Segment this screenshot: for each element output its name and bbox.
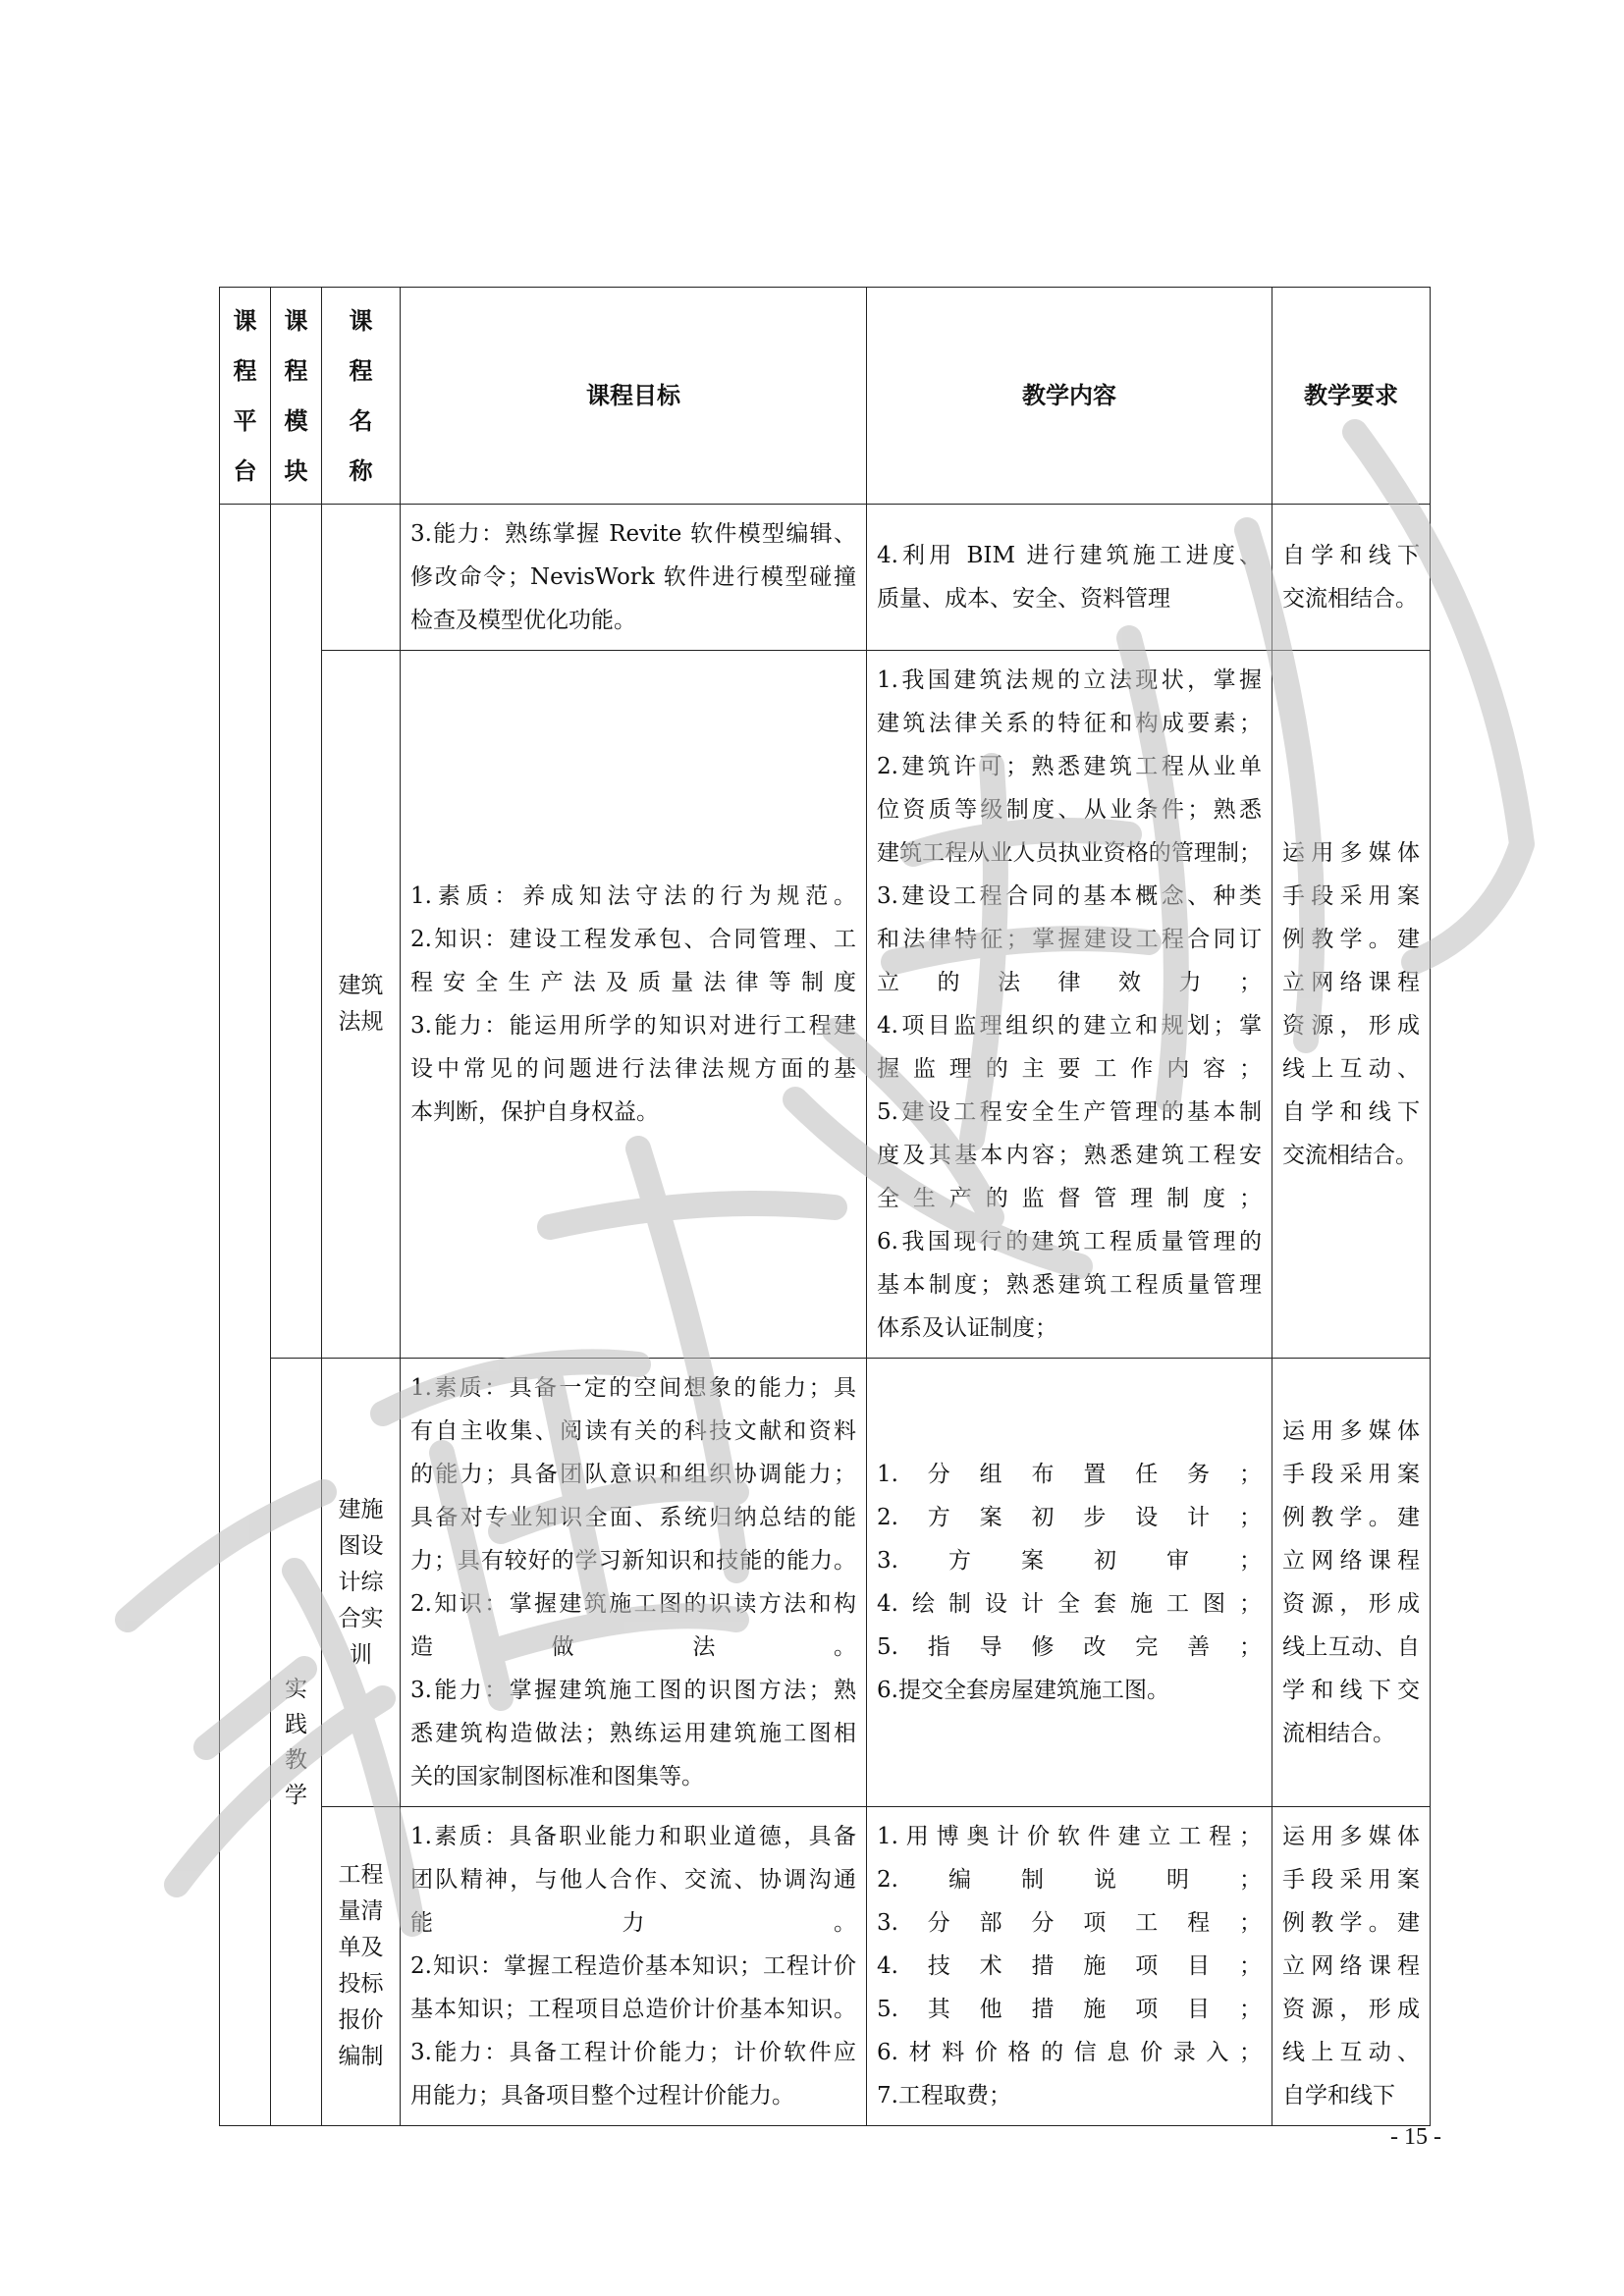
cell-text-line: 5.指导修改完善； xyxy=(877,1634,1262,1660)
vertical-text-segment: 平 xyxy=(233,406,257,435)
vertical-text-segment: 块 xyxy=(284,456,308,485)
vertical-text-segment: 课 xyxy=(349,306,373,335)
cell-text-line: 立网络课程 xyxy=(1282,1953,1420,1979)
vertical-text-segment: 建筑 xyxy=(338,973,384,998)
cell-text-line: 资源，形成 xyxy=(1282,1013,1420,1039)
cell-text-line: 自学和线下 xyxy=(1282,2083,1395,2109)
cell-text-line: 手段采用案 xyxy=(1282,1462,1420,1487)
vertical-text-segment: 践 xyxy=(285,1711,307,1737)
cell-text-line: 基本制度；熟悉建筑工程质量管理 xyxy=(877,1272,1262,1298)
cell-text-line: 基本知识；工程项目总造价计价基本知识。 xyxy=(410,1997,856,2022)
cell-text-line: 手段采用案 xyxy=(1282,1867,1420,1893)
requirement-cell xyxy=(1272,1359,1431,1807)
header-requirement: 教学要求 xyxy=(1272,288,1431,505)
vertical-text-segment: 实 xyxy=(285,1676,307,1702)
cell-text-line: 2.编制说明； xyxy=(877,1867,1262,1893)
header-content: 教学内容 xyxy=(867,288,1272,505)
vertical-text-segment: 程 xyxy=(233,356,257,385)
cell-text-line: 的能力；具备团队意识和组织协调能力； xyxy=(410,1462,856,1487)
cell-text-line: 例教学。建 xyxy=(1282,1505,1420,1530)
header-name-chars xyxy=(332,295,390,496)
cell-text-line: 建筑法律关系的特征和构成要素； xyxy=(877,711,1262,736)
cell-text-line: 具备对专业知识全面、系统归纳总结的能 xyxy=(410,1505,856,1530)
cell-text-line: 立网络课程 xyxy=(1282,970,1420,995)
cell-text-line: 线上互动、自 xyxy=(1282,1634,1420,1660)
course-table xyxy=(219,287,1431,2126)
cell-text-line: 6.提交全套房屋建筑施工图。 xyxy=(877,1678,1169,1703)
cell-text-line: 1.素质：具备一定的空间想象的能力；具 xyxy=(410,1375,856,1401)
cell-text-line: 3.能力：掌握建筑施工图的识图方法；熟 xyxy=(410,1678,856,1703)
cell-text-line: 运用多媒体 xyxy=(1282,1824,1420,1849)
table-row xyxy=(220,1807,1431,2126)
course-name-cell xyxy=(322,1359,401,1807)
goal-cell xyxy=(401,1359,867,1807)
cell-text-line: 用能力；具备项目整个过程计价能力。 xyxy=(410,2083,794,2109)
cell-text-line: 设中常见的问题进行法律法规方面的基 xyxy=(410,1056,856,1082)
requirement-cell xyxy=(1272,651,1431,1359)
course-name-cell xyxy=(322,505,401,651)
vertical-text-segment: 建施 xyxy=(338,1496,384,1522)
cell-text-line: 流相结合。 xyxy=(1282,1721,1395,1746)
cell-text-line: 和法律特征；掌握建设工程合同订 xyxy=(877,927,1262,952)
cell-text-line: 体系及认证制度； xyxy=(877,1315,1057,1341)
vertical-text-segment: 合实 xyxy=(338,1605,384,1631)
cell-text-line: 交流相结合。 xyxy=(1282,1143,1418,1168)
cell-text-line: 程安全生产法及质量法律等制度 xyxy=(410,970,856,995)
cell-text-line: 1.素质：具备职业能力和职业道德，具备 xyxy=(410,1824,856,1849)
cell-text-line: 力；具有较好的学习新知识和技能的能力。 xyxy=(410,1548,856,1574)
cell-text-line: 4.项目监理组织的建立和规划；掌 xyxy=(877,1013,1262,1039)
vertical-text-segment: 名 xyxy=(349,406,373,435)
cell-text-line: 5.建设工程安全生产管理的基本制 xyxy=(877,1099,1262,1125)
vertical-text-segment: 程 xyxy=(284,356,308,385)
goal-cell xyxy=(401,651,867,1359)
cell-text-line: 1.分组布置任务； xyxy=(877,1462,1262,1487)
cell-text-line: 3.能力：熟练掌握 Revite 软件模型编辑、 xyxy=(410,521,856,547)
cell-text-line: 有自主收集、阅读有关的科技文献和资料 xyxy=(410,1418,856,1444)
vertical-text-segment: 学 xyxy=(285,1782,307,1808)
cell-text-line: 6.材料价格的信息价录入； xyxy=(877,2040,1262,2065)
cell-text-line: 6.我国现行的建筑工程质量管理的 xyxy=(877,1229,1262,1255)
cell-text-line: 1.用博奥计价软件建立工程； xyxy=(877,1824,1262,1849)
vertical-text-segment: 图设 xyxy=(338,1532,384,1559)
vertical-text-segment: 教 xyxy=(285,1746,307,1773)
vertical-text-segment: 工程 xyxy=(338,1862,384,1888)
cell-text-line: 建筑工程从业人员执业资格的管理制； xyxy=(877,840,1262,866)
cell-text-line: 能力。 xyxy=(410,1910,856,1936)
cell-text-line: 位资质等级制度、从业条件；熟悉 xyxy=(877,797,1262,823)
vertical-text-segment: 台 xyxy=(233,456,257,485)
cell-text-line: 修改命令；NevisWork 软件进行模型碰撞 xyxy=(410,564,856,590)
cell-text-line: 运用多媒体 xyxy=(1282,1418,1420,1444)
table-row xyxy=(220,651,1431,1359)
cell-text-line: 4.绘制设计全套施工图； xyxy=(877,1591,1262,1617)
content-cell xyxy=(867,651,1272,1359)
course-name-cell xyxy=(322,1807,401,2126)
cell-text-line: 学和线下交 xyxy=(1282,1678,1420,1703)
cell-text-line: 2.方案初步设计； xyxy=(877,1505,1262,1530)
vertical-text-segment: 法规 xyxy=(338,1009,384,1035)
cell-text-line: 立网络课程 xyxy=(1282,1548,1420,1574)
cell-text-line: 2.知识：建设工程发承包、合同管理、工 xyxy=(410,927,856,952)
cell-text-line: 3.方案初审； xyxy=(877,1548,1262,1574)
content-cell xyxy=(867,1807,1272,2126)
table-row xyxy=(220,505,1431,651)
vertical-text-segment: 投标 xyxy=(338,1971,384,1997)
table-header-row xyxy=(220,288,1431,505)
vertical-text-segment: 报价 xyxy=(338,2007,384,2033)
header-goal: 课程目标 xyxy=(401,288,867,505)
vertical-text-segment: 模 xyxy=(284,406,308,435)
cell-text-line: 握监理的主要工作内容； xyxy=(877,1056,1262,1082)
vertical-text-segment: 量清 xyxy=(338,1898,384,1924)
cell-text-line: 3.能力：具备工程计价能力；计价软件应 xyxy=(410,2040,856,2065)
cell-text-line: 手段采用案 xyxy=(1282,883,1420,909)
cell-text-line: 2.建筑许可；熟悉建筑工程从业单 xyxy=(877,754,1262,779)
content-cell xyxy=(867,505,1272,651)
goal-cell xyxy=(401,505,867,651)
cell-text-line: 例教学。建 xyxy=(1282,927,1420,952)
cell-text-line: 交流相结合。 xyxy=(1282,586,1418,612)
vertical-text-segment: 称 xyxy=(349,456,373,485)
cell-text-line: 本判断，保护自身权益。 xyxy=(410,1099,659,1125)
header-module-chars xyxy=(281,295,311,496)
cell-text-line: 自学和线下 xyxy=(1282,1099,1420,1125)
cell-text-line: 5.其他措施项目； xyxy=(877,1997,1262,2022)
course-name-cell xyxy=(322,651,401,1359)
cell-text-line: 关的国家制图标准和图集等。 xyxy=(410,1764,704,1789)
cell-text-line: 度及其基本内容；熟悉建筑工程安 xyxy=(877,1143,1262,1168)
module-cell xyxy=(271,505,322,1359)
cell-text-line: 例教学。建 xyxy=(1282,1910,1420,1936)
cell-text-line: 1.我国建筑法规的立法现状，掌握 xyxy=(877,667,1262,693)
cell-text-line: 3.能力：能运用所学的知识对进行工程建 xyxy=(410,1013,856,1039)
cell-text-line: 资源，形成 xyxy=(1282,1591,1420,1617)
vertical-text-segment: 课 xyxy=(284,306,308,335)
table-row xyxy=(220,1359,1431,1807)
cell-text-line: 检查及模型优化功能。 xyxy=(410,608,636,633)
cell-text-line: 线上互动、 xyxy=(1282,1056,1420,1082)
header-name xyxy=(322,288,401,505)
cell-text-line: 资源，形成 xyxy=(1282,1997,1420,2022)
page-number: - 15 - xyxy=(1390,2124,1441,2150)
cell-text-line: 团队精神，与他人合作、交流、协调沟通 xyxy=(410,1867,856,1893)
vertical-text-segment: 程 xyxy=(349,356,373,385)
vertical-text-segment: 计综 xyxy=(338,1569,384,1595)
cell-text-line: 7.工程取费； xyxy=(877,2083,1011,2109)
vertical-text-segment: 编制 xyxy=(338,2044,384,2069)
vertical-text-segment: 单及 xyxy=(338,1935,384,1960)
cell-text-line: 3.分部分项工程； xyxy=(877,1910,1262,1936)
cell-text-line: 2.知识：掌握建筑施工图的识读方法和构 xyxy=(410,1591,856,1617)
header-platform xyxy=(220,288,271,505)
requirement-cell xyxy=(1272,1807,1431,2126)
cell-text-line: 线上互动、 xyxy=(1282,2040,1420,2065)
cell-text-line: 2.知识：掌握工程造价基本知识；工程计价 xyxy=(410,1953,856,1979)
content-cell xyxy=(867,1359,1272,1807)
goal-cell xyxy=(401,1807,867,2126)
cell-text-line: 质量、成本、安全、资料管理 xyxy=(877,586,1170,612)
cell-text-line: 立的法律效力； xyxy=(877,970,1262,995)
cell-text-line: 全生产的监督管理制度； xyxy=(877,1186,1262,1211)
header-platform-chars xyxy=(230,295,260,496)
cell-text-line: 悉建筑构造做法；熟练运用建筑施工图相 xyxy=(410,1721,856,1746)
cell-text-line: 1.素质：养成知法守法的行为规范。 xyxy=(410,883,856,909)
platform-cell xyxy=(220,505,271,2126)
cell-text-line: 造做法。 xyxy=(410,1634,856,1660)
cell-text-line: 4.技术措施项目； xyxy=(877,1953,1262,1979)
module-cell-practice xyxy=(271,1359,322,2126)
requirement-cell xyxy=(1272,505,1431,651)
cell-text-line: 运用多媒体 xyxy=(1282,840,1420,866)
cell-text-line: 3.建设工程合同的基本概念、种类 xyxy=(877,883,1262,909)
cell-text-line: 4.利用 BIM 进行建筑施工进度、 xyxy=(877,543,1262,568)
cell-text-line: 自学和线下 xyxy=(1282,543,1420,568)
vertical-text-segment: 训 xyxy=(350,1641,372,1668)
header-module xyxy=(271,288,322,505)
vertical-text-segment: 课 xyxy=(233,306,257,335)
